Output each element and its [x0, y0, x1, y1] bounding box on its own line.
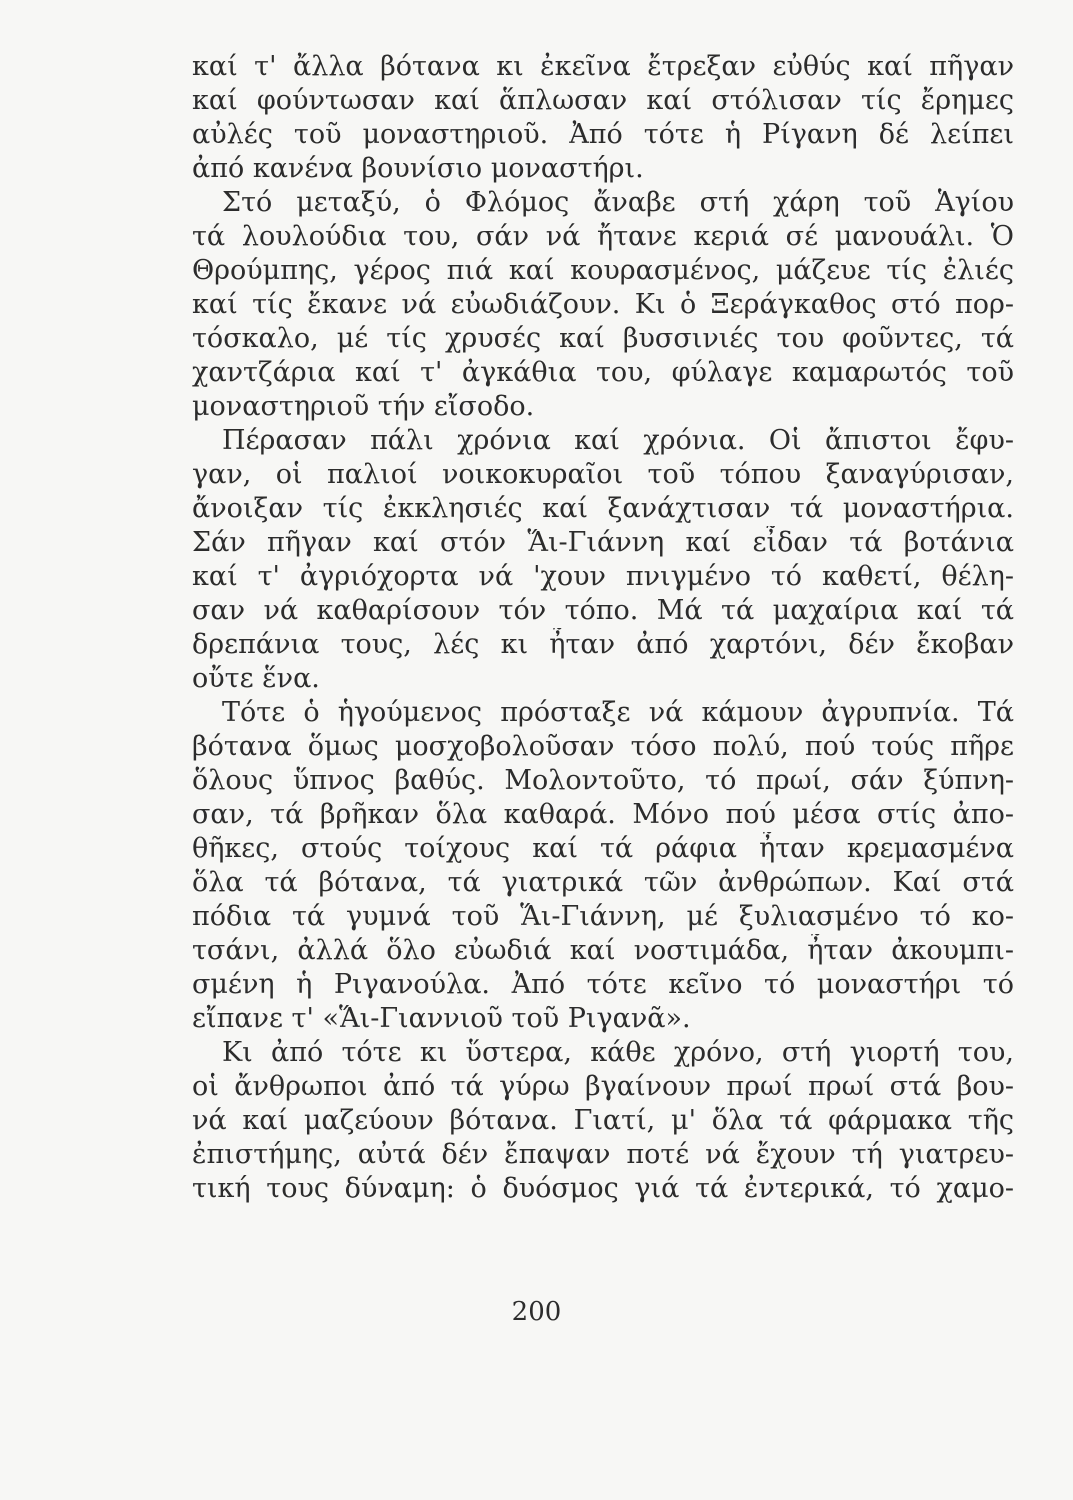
text-line: μοναστηριοῦ τήν εἴσοδο.	[192, 391, 535, 422]
text-line: Στό μεταξύ, ὁ Φλόμος ἄναβε στή χάρη τοῦ Ἁγίου	[222, 187, 1014, 218]
text-line: δρεπάνια τους, λές κι ἦταν ἀπό χαρτόνι, δέν ἔκοβαν	[192, 629, 1014, 660]
text-line: τική τους δύναμη: ὁ δυόσμος γιά τά ἐντερικά, τό χαμο-	[192, 1173, 1014, 1204]
text-line: θῆκες, στούς τοίχους καί τά ράφια ἦταν κρεμασμένα	[192, 833, 1014, 864]
text-line: τά λουλούδια του, σάν νά ἤτανε κεριά σέ μανουάλι. Ὁ	[192, 221, 1014, 252]
text-line: Τότε ὁ ἡγούμενος πρόσταξε νά κάμουν ἀγρυπνία. Τά	[222, 697, 1014, 728]
text-line: ἀπό κανένα βουνίσιο μοναστήρι.	[192, 153, 644, 184]
text-line: αὐλές τοῦ μοναστηριοῦ. Ἀπό τότε ἡ Ρίγανη δέ λείπει	[192, 119, 1014, 150]
text-line: σαν νά καθαρίσουν τόν τόπο. Μά τά μαχαίρια καί τά	[192, 595, 1014, 626]
page-number: 200	[511, 1297, 562, 1327]
text-line: γαν, οἱ παλιοί νοικοκυραῖοι τοῦ τόπου ξαναγύρισαν,	[192, 459, 1014, 490]
text-line: Σάν πῆγαν καί στόν Ἅι-Γιάννη καί εἶδαν τά βοτάνια	[192, 527, 1014, 558]
text-line: καί τ' ἀγριόχορτα νά 'χουν πνιγμένο τό καθετί, θέλη-	[192, 561, 1014, 592]
text-line: Κι ἀπό τότε κι ὕστερα, κάθε χρόνο, στή γιορτή του,	[222, 1037, 1014, 1068]
text-line: καί τίς ἔκανε νά εὐωδιάζουν. Κι ὁ Ξεράγκαθος στό πορ-	[192, 289, 1014, 320]
text-line: ἐπιστήμης, αὐτά δέν ἔπαψαν ποτέ νά ἔχουν τή γιατρευ-	[192, 1139, 1014, 1170]
text-line: Θρούμπης, γέρος πιά καί κουρασμένος, μάζευε τίς ἐλιές	[192, 255, 1014, 286]
text-line: σαν, τά βρῆκαν ὅλα καθαρά. Μόνο πού μέσα στίς ἀπο-	[192, 799, 1014, 830]
text-line: οἱ ἄνθρωποι ἀπό τά γύρω βγαίνουν πρωί πρωί στά βου-	[192, 1071, 1014, 1102]
text-line: τσάνι, ἀλλά ὅλο εὐωδιά καί νοστιμάδα, ἦταν ἀκουμπι-	[192, 935, 1014, 966]
text-line: βότανα ὅμως μοσχοβολοῦσαν τόσο πολύ, πού τούς πῆρε	[192, 731, 1014, 762]
text-line: ὅλα τά βότανα, τά γιατρικά τῶν ἀνθρώπων. Καί στά	[192, 867, 1014, 898]
text-line: τόσκαλο, μέ τίς χρυσές καί βυσσινιές του φοῦντες, τά	[192, 323, 1014, 354]
text-line: σμένη ἡ Ριγανούλα. Ἀπό τότε κεῖνο τό μοναστήρι τό	[192, 969, 1014, 1000]
text-line: καί τ' ἄλλα βότανα κι ἐκεῖνα ἔτρεξαν εὐθύς καί πῆγαν	[192, 51, 1014, 82]
text-line: ὅλους ὕπνος βαθύς. Μολοντοῦτο, τό πρωί, σάν ξύπνη-	[192, 765, 1014, 796]
text-line: καί φούντωσαν καί ἅπλωσαν καί στόλισαν τίς ἔρημες	[192, 85, 1014, 116]
text-line: οὔτε ἕνα.	[192, 663, 320, 694]
text-line: νά καί μαζεύουν βότανα. Γιατί, μ' ὅλα τά φάρμακα τῆς	[192, 1105, 1014, 1136]
text-line: Πέρασαν πάλι χρόνια καί χρόνια. Οἱ ἄπιστοι ἔφυ-	[222, 425, 1014, 456]
text-line: χαντζάρια καί τ' ἀγκάθια του, φύλαγε καμαρωτός τοῦ	[192, 357, 1014, 388]
text-line: εἴπανε τ' «Ἅι-Γιαννιοῦ τοῦ Ριγανᾶ».	[192, 1003, 691, 1034]
text-line: πόδια τά γυμνά τοῦ Ἅι-Γιάννη, μέ ξυλιασμένο τό κο-	[192, 901, 1014, 932]
text-line: ἄνοιξαν τίς ἐκκλησιές καί ξανάχτισαν τά μοναστήρια.	[192, 493, 1014, 524]
